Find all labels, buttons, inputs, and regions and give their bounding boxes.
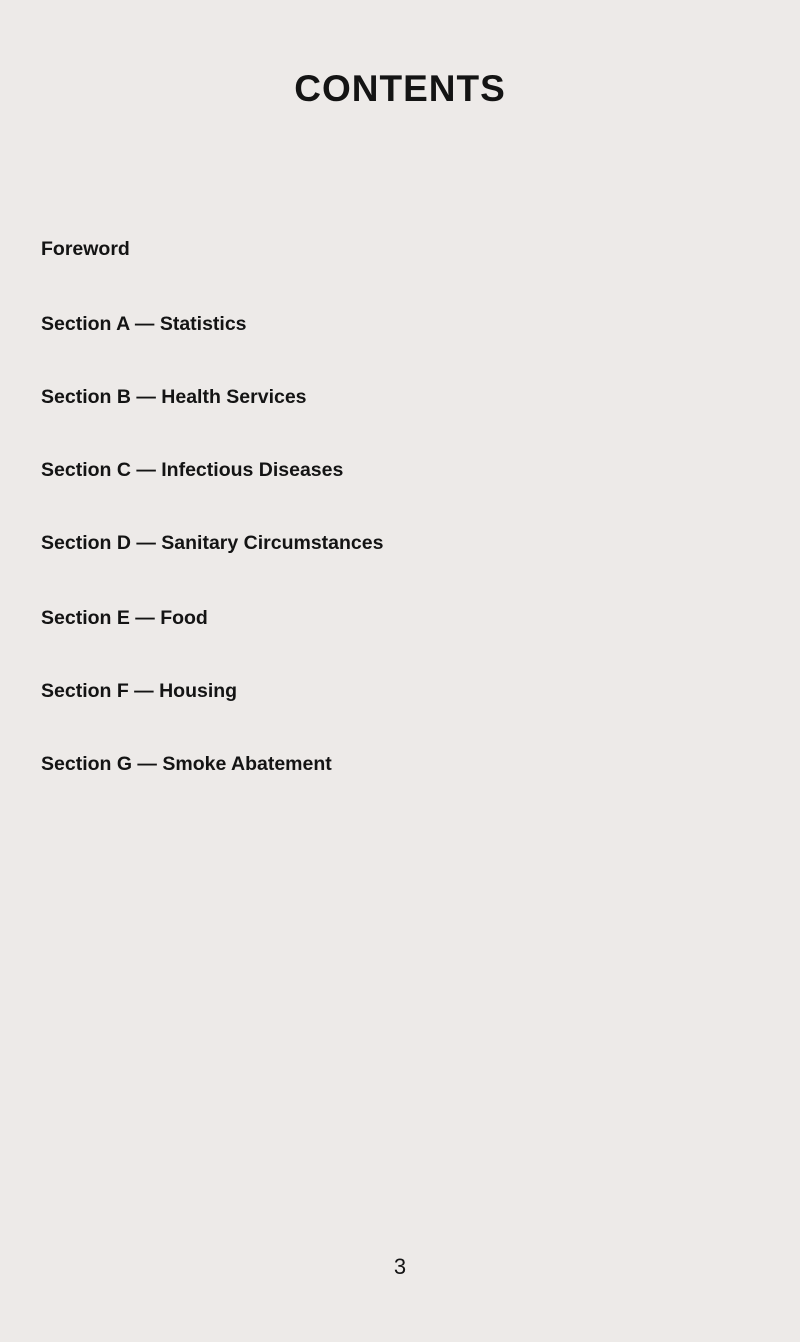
toc-entry-foreword: Foreword	[41, 238, 130, 260]
toc-entry-section-e: Section E — Food	[41, 607, 208, 629]
page-title: CONTENTS	[294, 68, 506, 109]
toc-entry-section-d: Section D — Sanitary Circumstances	[41, 532, 384, 554]
toc-entry-section-f: Section F — Housing	[41, 680, 238, 702]
toc-entry-section-g: Section G — Smoke Abatement	[41, 753, 332, 775]
page-number: 3	[393, 1254, 407, 1279]
toc-entry-section-b: Section B — Health Services	[41, 386, 307, 408]
toc-entry-section-c: Section C — Infectious Diseases	[41, 459, 344, 481]
toc-entry-section-a: Section A — Statistics	[41, 313, 247, 335]
